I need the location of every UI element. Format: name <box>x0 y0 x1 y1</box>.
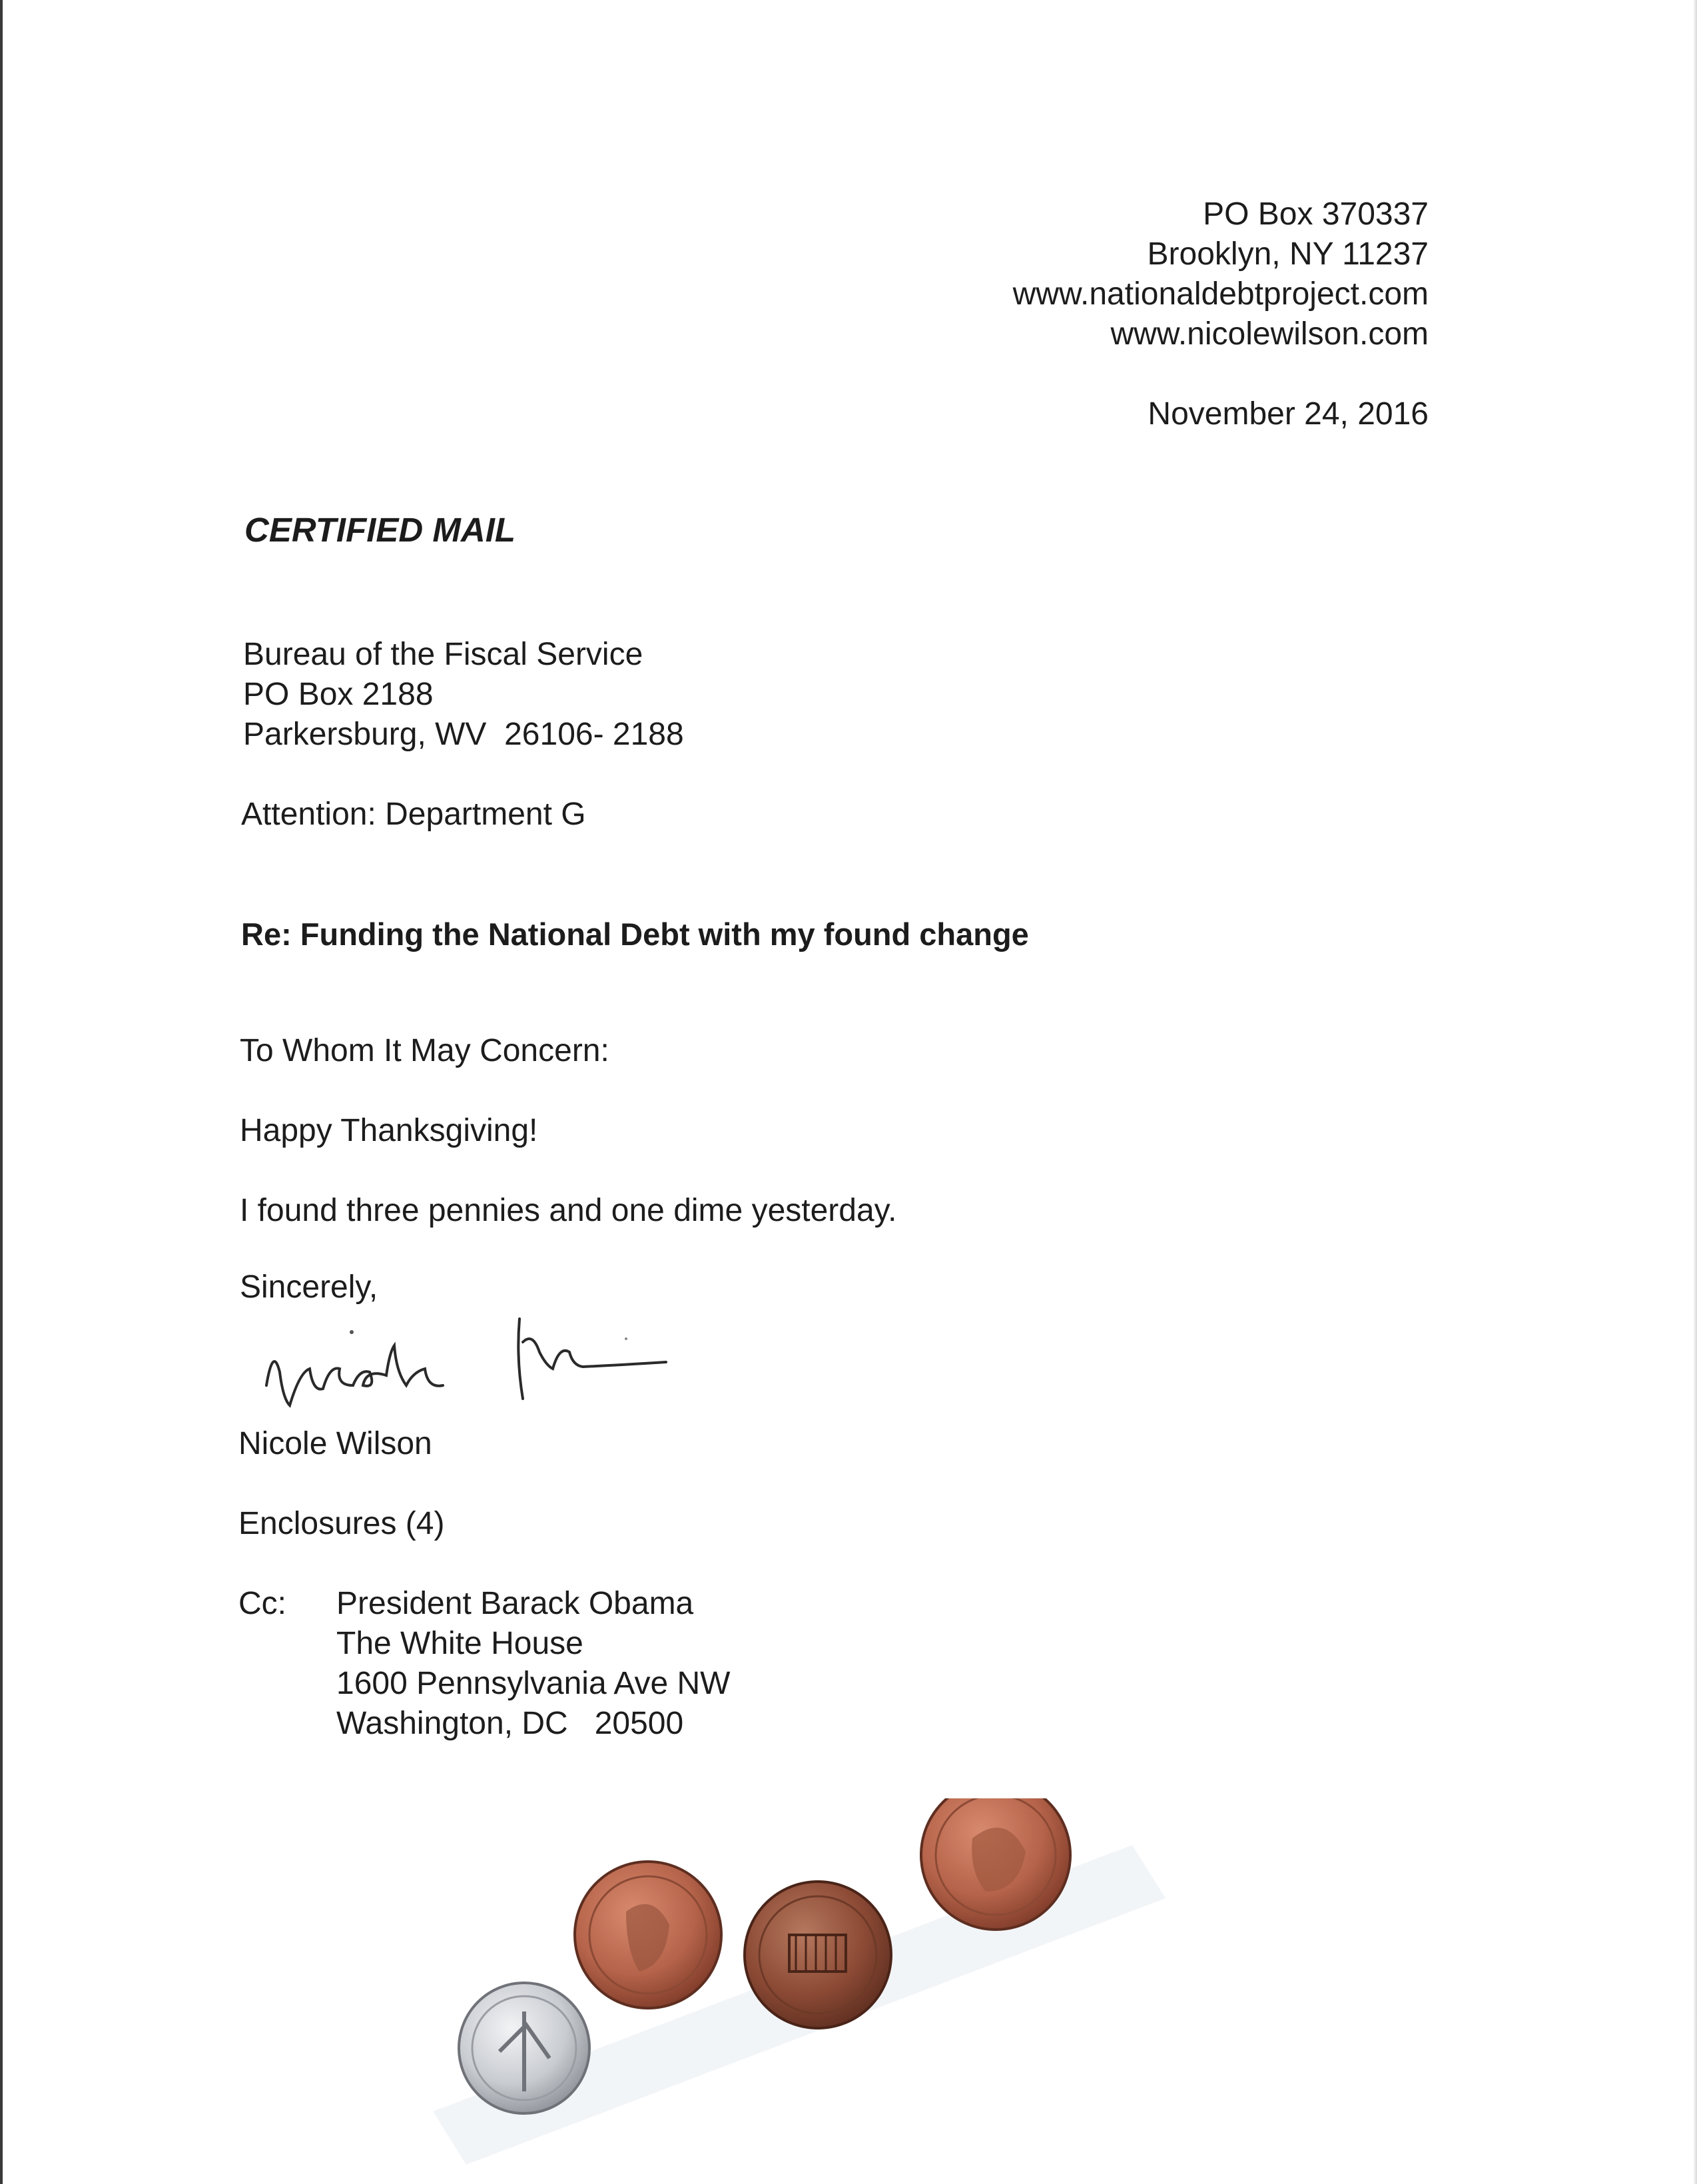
recipient-line-1: Bureau of the Fiscal Service <box>243 637 643 672</box>
closing: Sincerely, <box>240 1270 378 1305</box>
letter-date: November 24, 2016 <box>1148 396 1429 432</box>
recipient-line-3: Parkersburg, WV 26106- 2188 <box>243 717 684 752</box>
greeting: Happy Thanksgiving! <box>240 1113 538 1148</box>
cc-line-3: 1600 Pennsylvania Ave NW <box>336 1666 731 1701</box>
sender-website-2: www.nicolewilson.com <box>1110 316 1429 352</box>
cc-recipient <box>336 1584 730 1744</box>
delivery-method: CERTIFIED MAIL <box>244 511 516 549</box>
penny-coin-2 <box>745 1882 891 2028</box>
scan-edge-left <box>0 0 3 2184</box>
sender-po-box: PO Box 370337 <box>1203 196 1429 232</box>
cc-line-4: Washington, DC 20500 <box>336 1706 684 1741</box>
dime-coin <box>459 1983 589 2113</box>
sender-city-state: Brooklyn, NY 11237 <box>1147 236 1429 272</box>
cc-line-1: President Barack Obama <box>336 1586 694 1621</box>
signer-name: Nicole Wilson <box>238 1426 432 1461</box>
recipient-line-2: PO Box 2188 <box>243 677 434 712</box>
cc-line-2: The White House <box>336 1626 583 1661</box>
cc-label: Cc: <box>238 1586 286 1621</box>
scan-edge-right <box>1693 0 1697 2184</box>
penny-coin-3 <box>921 1798 1070 1930</box>
penny-coin-1 <box>575 1862 721 2008</box>
enclosures-line: Enclosures (4) <box>238 1506 445 1541</box>
handwritten-signature <box>253 1305 706 1425</box>
subject-line: Re: Funding the National Debt with my found change <box>241 916 1029 952</box>
attention-line: Attention: Department G <box>241 797 586 832</box>
body-paragraph: I found three pennies and one dime yesterday. <box>240 1193 897 1228</box>
recipient-address <box>243 635 684 755</box>
sender-address <box>1013 194 1429 354</box>
salutation: To Whom It May Concern: <box>240 1033 609 1068</box>
sender-website-1: www.nationaldebtproject.com <box>1012 276 1429 312</box>
enclosed-coins <box>426 1798 1212 2171</box>
